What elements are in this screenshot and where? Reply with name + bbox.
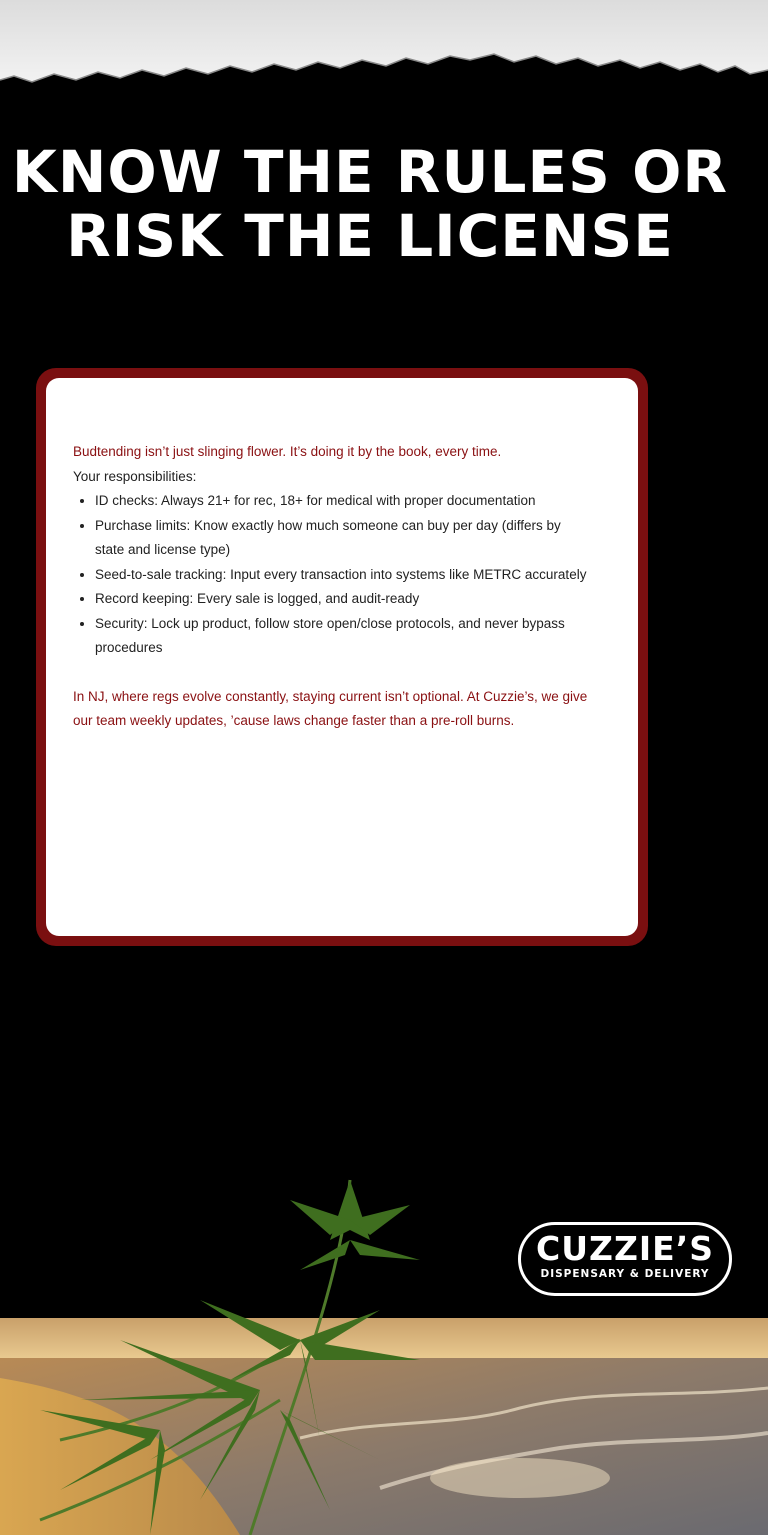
list-item-security: • Security: Lock up product, follow store open/close protocols, and never bypass procedures <box>95 612 593 661</box>
page-headline <box>0 140 740 268</box>
headline-line-2: RISK THE LICENSE <box>66 202 674 270</box>
torn-paper-header <box>0 0 768 110</box>
responsibilities-heading: Your responsibilities: <box>73 468 197 484</box>
cannabis-plant-image <box>0 1160 460 1535</box>
list-item-purchase-limits: • Purchase limits: Know exactly how much someone can buy per day (differs by state and license type) <box>95 514 593 563</box>
list-item-id-checks: • ID checks: Always 21+ for rec, 18+ for medical with proper documentation <box>95 489 593 514</box>
list-item-seed-to-sale: • Seed-to-sale tracking: Input every transaction into systems like METRC accurately <box>95 563 593 588</box>
rules-card-frame <box>36 368 648 946</box>
rules-card <box>46 378 638 936</box>
responsibilities-list <box>73 489 593 661</box>
rules-card-content <box>73 440 593 734</box>
logo-name: CUZZIE’S <box>536 1229 714 1268</box>
headline-line-1: KNOW THE RULES OR <box>11 138 729 206</box>
closing-text: In NJ, where regs evolve constantly, staying current isn’t optional. At Cuzzie’s, we give our team weekly updates, ’cause laws change faster than a pre-roll burns. <box>73 688 588 728</box>
intro-text: Budtending isn’t just slinging flower. It’s doing it by the book, every time. <box>73 444 502 459</box>
logo-tagline: DISPENSARY & DELIVERY <box>540 1268 710 1280</box>
list-item-record-keeping: • Record keeping: Every sale is logged, and audit-ready <box>95 587 593 612</box>
cuzzies-logo <box>518 1222 732 1296</box>
